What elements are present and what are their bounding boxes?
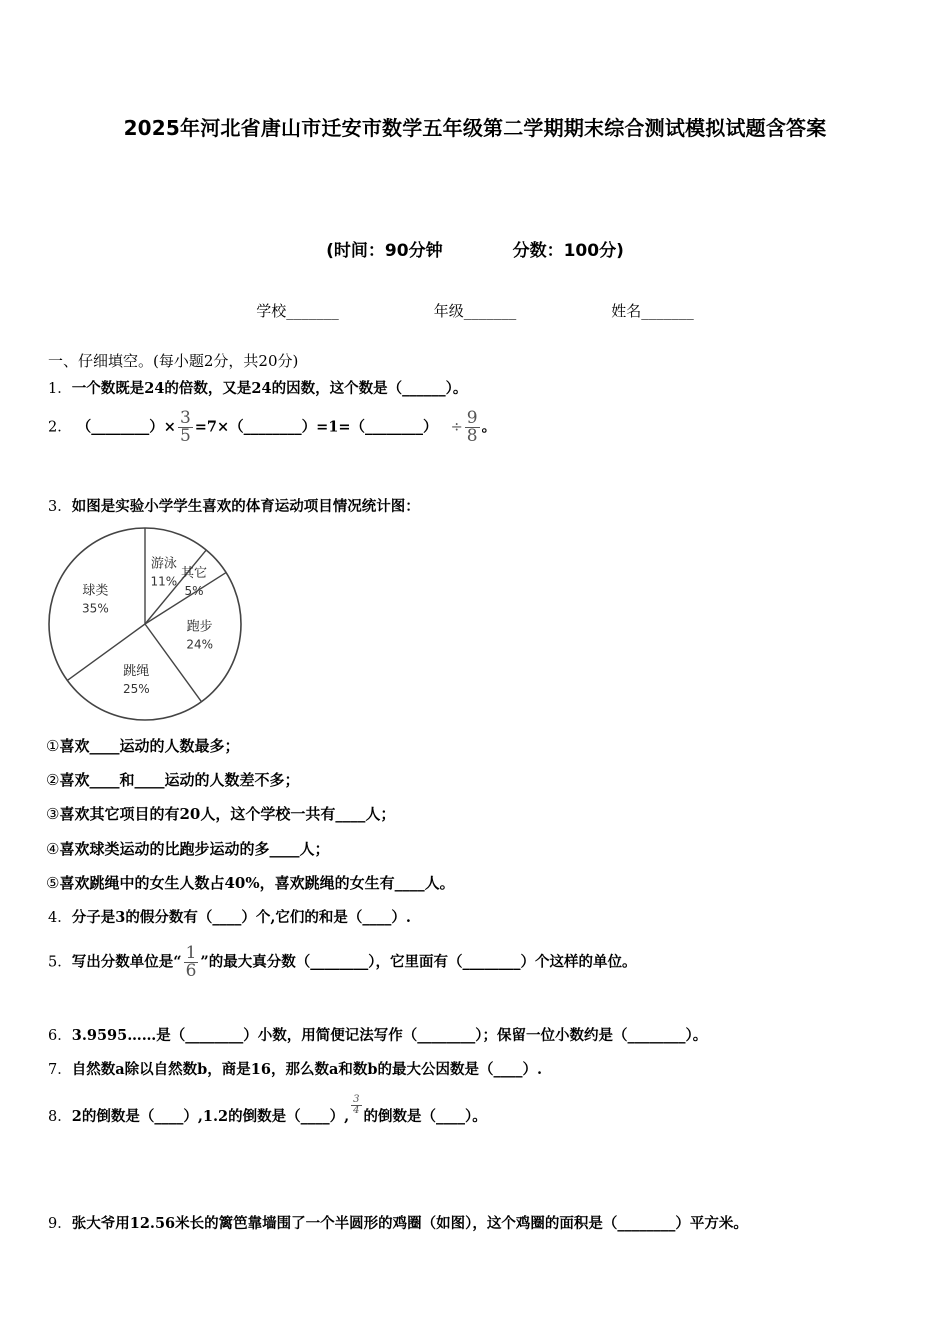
- pie-slice-value: 35%: [82, 601, 109, 616]
- question-9: [48, 1212, 748, 1233]
- question-text: 自然数a除以自然数b，商是16，那么数a和数b的最大公因数是（____）.: [71, 1061, 543, 1078]
- sub-question-text: 喜欢____运动的人数最多；: [59, 737, 240, 755]
- sub-question-text: 喜欢其它项目的有20人，这个学校一共有____人；: [59, 805, 396, 823]
- page-title: 2025年河北省唐山市迁安市数学五年级第二学期期末综合测试模拟试题含答案: [123, 116, 827, 140]
- question-7: [48, 1058, 542, 1079]
- pie-slice-label: 游泳: [150, 556, 177, 572]
- pie-slice-value: 5%: [184, 583, 204, 598]
- fraction: $\frac{1}{6}$: [185, 943, 197, 981]
- sub-question-mark: ⑤: [46, 874, 60, 892]
- pie-chart: [40, 518, 260, 728]
- question-number: 4．: [48, 910, 72, 926]
- fraction: $\frac{3}{4}$: [353, 1093, 360, 1116]
- pie-slice-value: 24%: [186, 637, 214, 652]
- question-1: [48, 377, 467, 398]
- question-text-part: （________）×: [76, 418, 176, 436]
- pie-slice-label: 其它: [180, 565, 207, 581]
- question-number: 7．: [48, 1062, 72, 1078]
- question-text-part: =7×（________）=1=（________）: [194, 418, 438, 436]
- sub-question: [46, 803, 395, 824]
- question-2: [48, 410, 496, 445]
- time-label: (时间：90分钟: [326, 241, 443, 261]
- question-text-part: 的倒数是（____）。: [363, 1108, 487, 1125]
- sub-question-mark: ①: [46, 737, 60, 755]
- question-3: [48, 495, 420, 516]
- question-number: 1．: [48, 381, 72, 397]
- pie-slice-label: 跳绳: [123, 663, 150, 679]
- question-number: 9．: [48, 1216, 72, 1232]
- fraction: $\frac{3}{5}$: [179, 408, 191, 446]
- question-text-part: 。: [481, 418, 497, 436]
- question-5: [48, 945, 637, 980]
- sub-question: [46, 838, 329, 859]
- question-number: 5．: [48, 954, 72, 971]
- question-text-part: ”的最大真分数（________），它里面有（________）个这样的单位。: [200, 953, 637, 971]
- question-text: 张大爷用12.56米长的篱笆靠墙围了一个半圆形的鸡圈（如图），这个鸡圈的面积是（________）平方米。: [71, 1215, 748, 1232]
- sub-question: [46, 735, 239, 756]
- sub-question-mark: ④: [46, 840, 60, 858]
- pie-slice-label: 跑步: [186, 619, 213, 635]
- question-number: 8．: [48, 1109, 72, 1125]
- divide-sign: ÷: [450, 419, 463, 436]
- sub-question-mark: ③: [46, 805, 60, 823]
- sub-question: [46, 769, 299, 790]
- question-text-part: 写出分数单位是“: [71, 953, 182, 971]
- school-field[interactable]: 学校_______: [256, 302, 339, 320]
- sub-question-text: 喜欢跳绳中的女生人数占40%，喜欢跳绳的女生有____人。: [59, 874, 455, 892]
- section-heading: 一、仔细填空。(每小题2分，共20分): [48, 352, 299, 370]
- sub-question: [46, 872, 455, 893]
- sub-question-mark: ②: [46, 771, 60, 789]
- question-number: 3．: [48, 499, 72, 515]
- pie-slice-value: 25%: [122, 681, 150, 696]
- question-6: [48, 1024, 707, 1045]
- pie-slice-label: 球类: [82, 583, 109, 599]
- pie-slice-value: 11%: [150, 574, 178, 589]
- question-text: 分子是3的假分数有（____）个,它们的和是（____）.: [71, 909, 411, 926]
- fraction: $\frac{9}{8}$: [466, 408, 478, 446]
- question-4: [48, 906, 411, 927]
- question-number: 6．: [48, 1028, 72, 1044]
- name-field[interactable]: 姓名_______: [611, 302, 694, 320]
- sub-question-text: 喜欢球类运动的比跑步运动的多____人；: [59, 840, 330, 858]
- student-info: [0, 300, 950, 321]
- question-number: 2．: [48, 419, 72, 436]
- score-label: 分数：100分): [512, 241, 624, 261]
- exam-meta: [0, 236, 950, 261]
- question-text: 一个数既是24的倍数，又是24的因数，这个数是（______）。: [71, 380, 468, 397]
- grade-field[interactable]: 年级_______: [433, 302, 517, 320]
- question-text-part: 2的倒数是（____）,1.2的倒数是（____）,: [71, 1108, 350, 1125]
- question-8: [48, 1093, 487, 1128]
- sub-question-text: 喜欢____和____运动的人数差不多；: [59, 771, 300, 789]
- question-text: 3.9595……是（________）小数，用简便记法写作（________）；保留一位小数约是（________）。: [71, 1027, 708, 1044]
- question-text: 如图是实验小学学生喜欢的体育运动项目情况统计图：: [71, 498, 420, 515]
